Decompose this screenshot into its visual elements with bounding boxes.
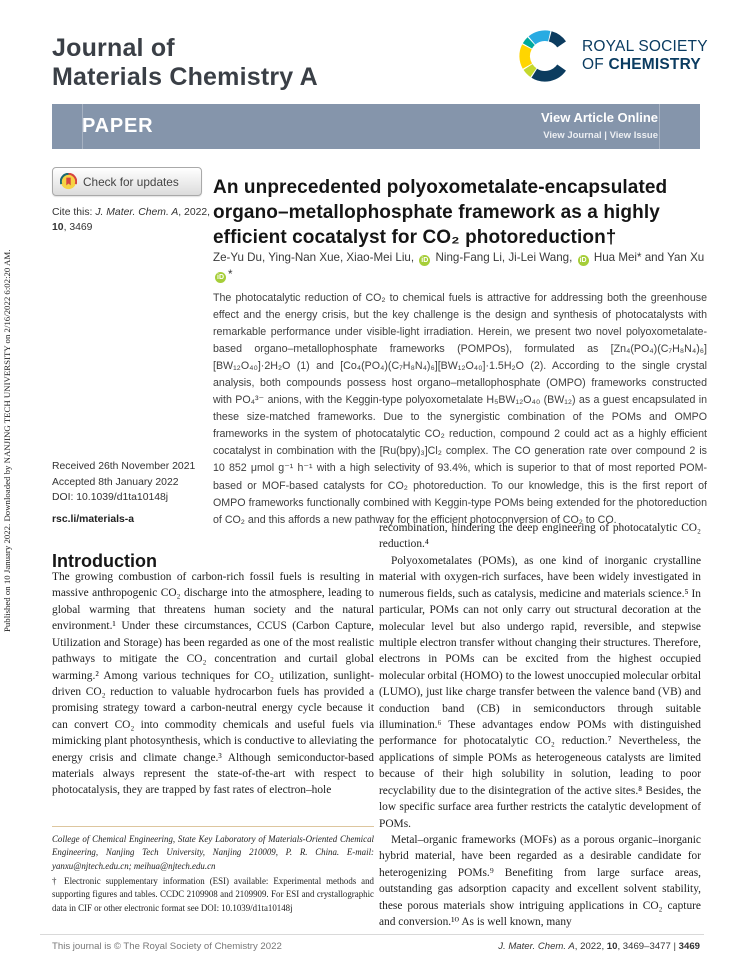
paper-type-label: PAPER [82, 115, 154, 137]
banner-divider-left [82, 104, 83, 149]
check-for-updates-button[interactable] [52, 167, 202, 196]
cite-volume: 10 [52, 222, 64, 234]
authors-seg2: Ning-Fang Li, Ji-Lei Wang, [435, 251, 573, 264]
doi[interactable]: DOI: 10.1039/d1ta10148j [52, 492, 169, 503]
journal-title [52, 34, 318, 91]
journal-title-line2: Materials Chemistry A [52, 62, 318, 91]
rsc-logo-line1: ROYAL SOCIETY [582, 37, 708, 55]
authors-seg1: Ze-Yu Du, Ying-Nan Xue, Xiao-Mei Liu, [213, 251, 415, 264]
orcid-icon[interactable]: iD [579, 257, 587, 264]
footer-volume: 10 [606, 941, 618, 952]
article-title: An unprecedented polyoxometalate-encapsulated organo–metallophosphate framework as a highly efficient cocatalyst for CO₂ photoreduction† [213, 176, 668, 249]
check-for-updates-label: Check for updates [83, 174, 179, 189]
intro-paragraph: recombination, hindering the deep engineering of photocatalytic CO₂ reduction.⁴ [379, 522, 701, 551]
publication-sidebar-note: Published on 10 January 2022. Downloaded by NANJING TECH UNIVERSITY on 2/16/2022 6:02:20 AM. [2, 249, 12, 632]
link-divider: | [601, 130, 610, 141]
esi-footnote: † Electronic supplementary information (ESI) available: Experimental methods and supporting figures and tables. CCDC 2109908 and 2109909. For ESI and crystallographic data in CIF or other electronic format see DOI: 10.1039/d1ta10148j [52, 876, 374, 913]
received-date: Received 26th November 2021 [52, 461, 196, 472]
cite-this [52, 205, 214, 235]
corresponding-asterisk: * [228, 268, 233, 282]
footer-copyright: This journal is © The Royal Society of Chemistry 2022 [52, 941, 282, 952]
orcid-icon[interactable]: iD [421, 257, 429, 264]
intro-paragraph: Metal–organic frameworks (MOFs) as a porous organic–inorganic hybrid material, have been regarded as a desirable candidate for heterogenizing POMs.⁹ Benefiting from large surface areas, outstanding gas adsorption capacity and excellent solvent stability, these porous materials show intriguing applications in CO₂ capture and conversion.¹⁰ As is well known, many [379, 834, 701, 929]
accepted-date: Accepted 8th January 2022 [52, 476, 179, 488]
footer-rule [40, 934, 704, 935]
view-article-online-link[interactable]: View Article Online [540, 110, 658, 125]
abstract: The photocatalytic reduction of CO₂ to chemical fuels is attractive for addressing both the greenhouse effect and the energy crisis, but the key challenge is the design and synthesis of photocatalysts with remarkable performance under visible-light irradiation. Herein, we present two novel polyoxometalate-based organo–metallophosphate frameworks (POMPOs), formulated as [Zn₄(PO₄)(C₇H₈N₄)₆][BW₁₂O₄₀]·2H₂O (1) and [Co₄(PO₄)(C₇H₈N₄)₆][BW₁₂O₄₀]·1.5H₂O (2). According to the single crystal analysis, both compounds possess host organo–metallophosphate (OMPO) frameworks constructed with PO₄³⁻ anions, with the Keggin-type polyoxometalate H₅BW₁₂O₄₀ (BW₁₂) as a guest encapsulated in these size-matched frameworks. Due to the synergistic combination of the POMs and OMPO frameworks in the system of photocatalytic CO₂ reduction, compound 2 could act as a highly efficient cocatalyst in combination with the [Ru(bpy)₃]Cl₂ complex. The CO generation rate over compound 2 is 10 852 μmol g⁻¹ h⁻¹ with a high selectivity of 93.4%, which is superior to that of most reported POM-based or MOF-based catalysts for CO₂ photoreduction. To our knowledge, this is the first report of OMPO frameworks functionally combined with Keggin-type POMs being extended for the photoreduction of CO₂ and this affords a new pathway for the efficient photoconversion of CO₂ to CO. [213, 292, 707, 526]
footer-pages: , 3469–3477 | [617, 941, 679, 952]
banner-links [541, 110, 700, 143]
crossmark-icon [60, 173, 77, 190]
footnote-rule [52, 826, 374, 827]
orcid-icon[interactable]: iD [217, 274, 224, 282]
footnotes [52, 826, 374, 917]
banner-divider-right [659, 104, 660, 149]
body-column-left [52, 569, 374, 799]
body-column-right [379, 520, 701, 931]
view-journal-link[interactable]: View Journal [543, 130, 602, 141]
rsc-logo-line2: OF CHEMISTRY [582, 56, 701, 73]
cite-journal: J. Mater. Chem. A [95, 207, 179, 218]
rsc-ring-icon [516, 27, 574, 85]
intro-paragraph: The growing combustion of carbon-rich fossil fuels is resulting in massive anthropogenic CO₂ discharge into the atmosphere, leading to global warming that threatens human society and the natural environment.¹ Under these circumstances, CCUS (Carbon Capture, Utilization and Storage) has been regarded as one of the most realistic pathways to mitigate the CO₂ concentration and curtail global warming.² Among various techniques for CO₂ utilization, sunlight-driven CO₂ reduction to valuable hydrocarbon fuels has provided a promising strategy toward a carbon-neutral energy cycle because it can convert CO₂ into commodity chemicals and useful fuels via mimicking plant photosynthesis, which is conductive to alleviating the energy crisis and climate change.³ Although semiconductor-based materials always represent the state-of-the-art with respect to photocatalysis, they are trapped by fast rates of electron–hole [52, 571, 374, 797]
journal-title-line1: Journal of [52, 34, 175, 62]
view-journal-issue-links [543, 130, 658, 141]
footer-journal: J. Mater. Chem. A [498, 941, 575, 952]
rsc-logo [516, 27, 708, 85]
page-footer [52, 941, 700, 952]
intro-paragraph: Polyoxometalates (POMs), as one kind of inorganic crystalline material with oxygen-rich surfaces, have been widely investigated in numerous fields, such as catalysis, medicine and materials science.⁵ In particular, POMs can not only carry out structural decoration at the molecular level but also undergo rapid, reversible, and stepwise multiple electron transfer without changing their structures. Therefore, electrons in POMs can be excited from the highest occupied molecular orbital (HOMO) to the lowest unoccupied molecular orbital (LUMO), just like charge transfer between the valence band (VB) and conduction band (CB) in semiconductors through suitable illumination.⁶ These advantages endow POMs with distinguished performance for photocatalytic CO₂ reduction.⁷ Nevertheless, the applications of simple POMs as heterogeneous catalysts are limited because of their high solubility in solution, leading to poor recyclability due to the disintegration of the active sites.⁸ Besides, the low specific surface area further restricts the catalytic development of POMs. [379, 554, 701, 830]
affiliation-footnote: College of Chemical Engineering, State Key Laboratory of Materials-Oriented Chemical Engineering, Nanjing Tech University, Nanjing 210009, P. R. China. E-mail: yanxu@njtech.edu.cn; meihua@njtech.edu.cn [52, 834, 374, 871]
footer-page-number: 3469 [678, 941, 700, 952]
footer-citation [498, 941, 700, 952]
paper-banner [52, 104, 700, 149]
section-heading-introduction: Introduction [52, 550, 157, 571]
rsc-logo-text [582, 38, 708, 75]
footer-year: , 2022, [574, 941, 607, 952]
dates-block [52, 459, 222, 490]
cite-prefix: Cite this: [52, 207, 96, 218]
authors-line [213, 249, 707, 284]
view-issue-link[interactable]: View Issue [609, 130, 658, 141]
cite-mid: , 2022, [178, 207, 211, 218]
cite-pages: , 3469 [63, 222, 93, 234]
authors-seg3: Hua Mei* and Yan Xu [593, 251, 705, 264]
journal-url[interactable]: rsc.li/materials-a [52, 514, 135, 525]
